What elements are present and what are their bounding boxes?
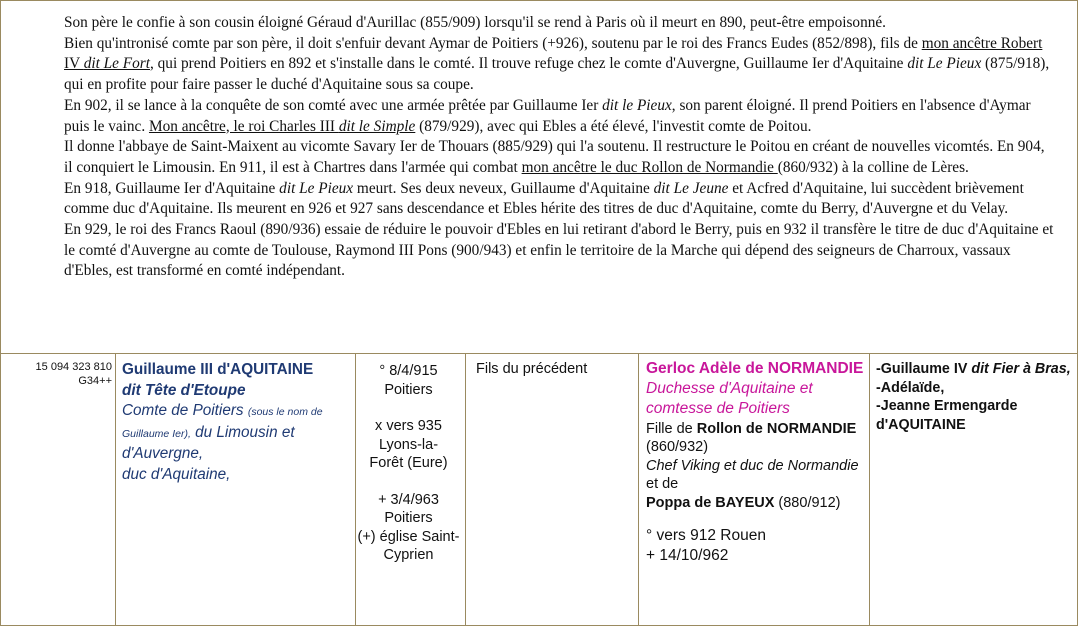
bio-text-italic: dit le Pieux <box>602 96 672 114</box>
ancestor-link-charles[interactable]: Mon ancêtre, le roi Charles III dit le Simple <box>148 117 416 135</box>
spouse-mother: Poppa de BAYEUX <box>646 494 775 511</box>
bio-text: , qui prend Poitiers en 892 et s'installe dans le comté. Il trouve refuge chez le comte d'Auvergne, Guillaume Ier d'Aquitaine <box>150 55 908 73</box>
column-divider <box>465 353 466 626</box>
bio-paragraph <box>64 13 1054 34</box>
birth-date: ° 8/4/915 <box>379 363 438 379</box>
column-divider <box>638 353 639 626</box>
bio-paragraph <box>64 220 1054 282</box>
bio-text: En 918, Guillaume Ier d'Aquitaine <box>64 179 280 197</box>
birth-place: Poitiers <box>384 381 433 398</box>
bio-text-italic: dit Le Pieux <box>907 55 982 73</box>
person-title: duc d'Aquitaine, <box>122 465 231 483</box>
spouse-father: Rollon de NORMANDIE <box>696 420 857 437</box>
parents-cell <box>476 360 636 379</box>
biography-text <box>64 13 1054 282</box>
child-item: -Guillaume IV dit Fier à Bras, <box>876 361 1071 377</box>
spouse-and: et de <box>646 476 679 492</box>
row-divider <box>0 353 1078 354</box>
burial-place: (+) église Saint-Cyprien <box>357 528 460 563</box>
marriage-place: Lyons-la-Forêt (Eure) <box>369 436 448 471</box>
person-title: Comte de Poitiers <box>122 402 248 419</box>
spouse-father-dates: (860/932) <box>646 439 709 455</box>
person-title-note: (sous le nom de Guillaume Ier), <box>122 406 323 440</box>
death-place: Poitiers <box>384 510 433 526</box>
bio-text: , son parent éloigné. Il prend Poitiers en l'absence d'Aymar puis le vainc. <box>64 96 1031 135</box>
children-cell <box>876 360 1074 434</box>
bio-text: Son père le confie à son cousin éloigné Géraud d'Aurillac (855/909) lorsqu'il se rend à Paris où il meurt en 890, peut-être empoisonné. <box>64 14 886 31</box>
ancestor-link-robert[interactable]: mon ancêtre Robert IV dit Le Fort <box>64 34 1043 73</box>
table-right-border <box>1077 0 1078 626</box>
person-cell <box>122 360 354 485</box>
bio-paragraph <box>64 34 1054 96</box>
bio-paragraph <box>64 137 1054 178</box>
parents-text: Fils du précédent <box>476 361 588 377</box>
sosa-number: 15 094 323 810 <box>35 361 112 373</box>
bio-paragraph <box>64 179 1054 220</box>
table-top-border <box>0 0 1078 1</box>
bio-text: (879/929), avec qui Ebles a été élevé, l'investit comte de Poitou. <box>415 117 812 135</box>
person-title: du Limousin et d'Auvergne, <box>122 423 295 462</box>
sosa-number-cell <box>12 360 112 388</box>
marriage-date: x vers 935 <box>375 418 442 434</box>
person-name: Guillaume III d'AQUITAINE <box>122 361 314 378</box>
spouse-death: + 14/10/962 <box>646 547 729 564</box>
bio-text: En 929, le roi des Francs Raoul (890/936) essaie de réduire le pouvoir d'Ebles en lui retirant d'abord le Berry, puis en 932 il transfère le titre de duc d'Aquitaine et le comté d'Auvergne au comte de Toulouse, Raymond III Pons (900/943) et enfin le territoire de la Marche qui dépend des seigneurs de Charroux, vassaux d'Ebles, est transformé en comté indépendant. <box>64 221 1054 280</box>
dates-cell <box>356 362 461 565</box>
ancestor-link-rollon[interactable]: mon ancêtre le duc Rollon de Normandie <box>521 158 778 176</box>
spouse-mother-dates: (880/912) <box>774 494 841 511</box>
child-item: -Jeanne Ermengarde d'AQUITAINE <box>876 398 1018 433</box>
spouse-father-title: Chef Viking et duc de Normandie <box>646 457 859 474</box>
spouse-title: Duchesse d'Aquitaine et comtesse de Poitiers <box>646 379 813 417</box>
bio-text: (875/918), qui en profite pour faire passer le duché d'Aquitaine sous sa coupe. <box>64 55 1050 94</box>
column-divider <box>115 353 116 626</box>
table-left-border <box>0 0 1 626</box>
spouse-birth: ° vers 912 Rouen <box>646 527 766 544</box>
bio-text: (860/932) à la colline de Lères. <box>777 158 969 176</box>
bio-text: Il donne l'abbaye de Saint-Maixent au vicomte Savary Ier de Thouars (885/929) qui l'a soutenu. Il restructure le Poitou en créant de nouvelles vicomtés. En 904, il conquiert le Limousin. En 911, il est à Chartres dans l'armée qui combat <box>64 138 1045 176</box>
bio-text: et Acfred d'Aquitaine, lui succèdent brièvement comme duc d'Aquitaine. Ils meurent en 926 et 927 sans descendance et Ebles hérite des titres de duc d'Aquitaine, comte du Berry, d'Auvergne et du Velay. <box>64 179 1024 218</box>
person-nickname: dit Tête d'Etoupe <box>122 381 246 399</box>
bio-text-italic: dit Le Pieux <box>279 179 354 197</box>
spouse-daughter-of: Fille de <box>646 420 697 437</box>
bio-text-italic: dit Le Jeune <box>653 179 729 197</box>
death-date: + 3/4/963 <box>378 491 439 508</box>
spouse-cell <box>646 360 868 566</box>
spouse-name: Gerloc Adèle de NORMANDIE <box>646 360 864 377</box>
bio-text: En 902, il se lance à la conquête de son comté avec une armée prêtée par Guillaume Ier <box>64 96 603 114</box>
row-divider-bottom <box>0 625 1078 626</box>
child-item: -Adélaïde, <box>876 379 945 396</box>
bio-text: Bien qu'intronisé comte par son père, il doit s'enfuir devant Aymar de Poitiers (+926), soutenu par le roi des Francs Eudes (852/898), fils de <box>64 34 918 52</box>
bio-paragraph <box>64 96 1054 137</box>
bio-text: meurt. Ses deux neveux, Guillaume d'Aquitaine <box>353 179 654 197</box>
generation-code: G34++ <box>78 375 112 387</box>
column-divider <box>869 353 870 626</box>
